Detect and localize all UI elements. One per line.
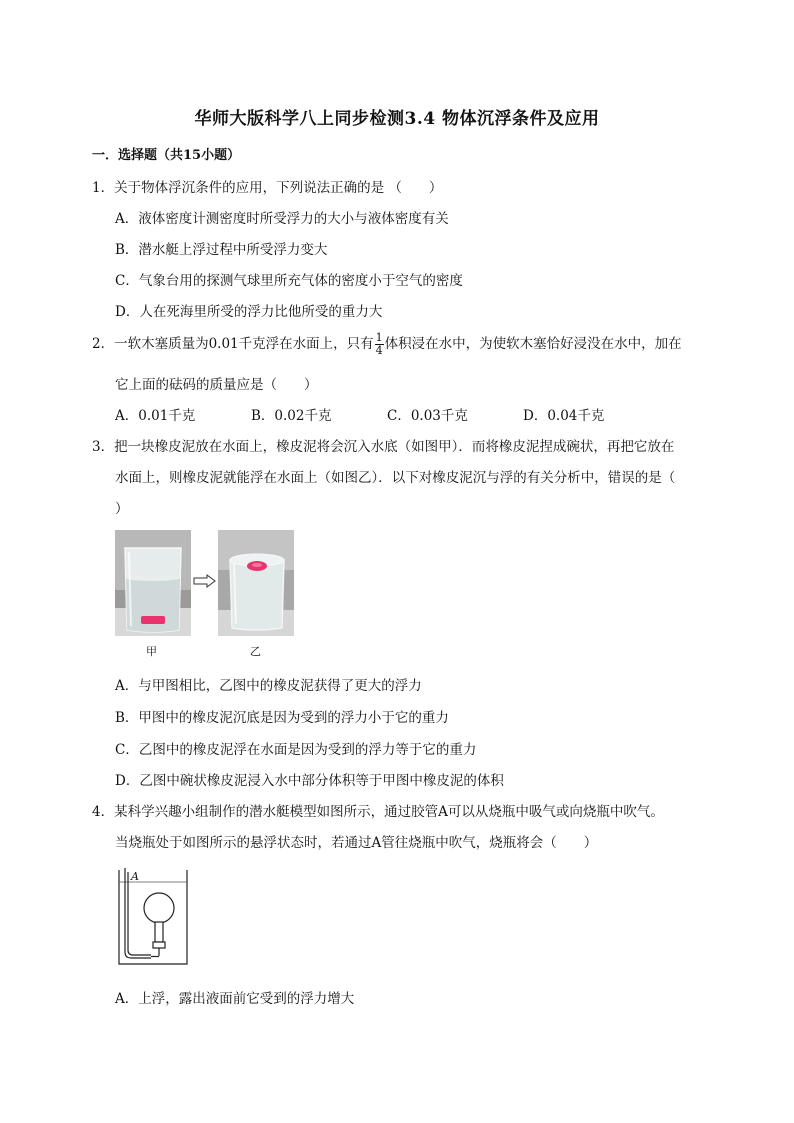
- q2-stem-part-b: 体积浸在水中，为使软木塞恰好浸没在水中，加在: [384, 336, 682, 352]
- q3-stem-1: 3．把一块橡皮泥放在水面上，橡皮泥将会沉入水底（如图甲）．而将橡皮泥捏成碗状，再把它放在: [92, 439, 675, 455]
- q4-option-a: A．上浮，露出液面前它受到的浮力增大: [115, 991, 355, 1007]
- q2-option-a: A．0.01千克: [115, 408, 196, 424]
- q1-option-c: C．气象台用的探测气球里所充气体的密度小于空气的密度: [115, 273, 463, 289]
- q2-stem-part-a: 2．一软木塞质量为0.01千克浮在水面上，只有: [92, 336, 374, 352]
- q3-stem-3: ）: [115, 501, 129, 517]
- q3-option-c: C．乙图中的橡皮泥浮在水面是因为受到的浮力等于它的重力: [115, 742, 477, 758]
- q1-stem: 1．关于物体浮沉条件的应用，下列说法正确的是 （ ）: [92, 180, 443, 196]
- q3-option-a: A．与甲图相比，乙图中的橡皮泥获得了更大的浮力: [115, 678, 422, 694]
- q3-stem-2: 水面上，则橡皮泥就能浮在水面上（如图乙）．以下对橡皮泥沉与浮的有关分析中，错误的是（: [115, 470, 676, 486]
- arrow-right-icon: [193, 574, 217, 588]
- q2-stem-cont: 它上面的砝码的质量应是（ ）: [115, 377, 318, 393]
- q4-stem-1: 4．某科学兴趣小组制作的潜水艇模型如图所示，通过胶管A可以从烧瓶中吸气或向烧瓶中吹气。: [92, 804, 664, 820]
- q3-option-b: B．甲图中的橡皮泥沉底是因为受到的浮力小于它的重力: [115, 710, 449, 726]
- section-heading: 一．选择题（共15小题）: [92, 148, 241, 163]
- photo-label-jia: 甲: [146, 645, 157, 658]
- q2-option-d: D．0.04千克: [523, 408, 605, 424]
- photo-label-yi: 乙: [250, 645, 261, 658]
- fraction: [375, 332, 384, 357]
- q2-option-b: B．0.02千克: [251, 408, 332, 424]
- q2-option-c: C．0.03千克: [387, 408, 468, 424]
- q2-stem: [92, 332, 682, 357]
- beaker-photo-jia: [115, 530, 191, 636]
- q1-option-d: D．人在死海里所受的浮力比他所受的重力大: [115, 304, 383, 320]
- q3-option-d: D．乙图中碗状橡皮泥浸入水中部分体积等于甲图中橡皮泥的体积: [115, 773, 504, 789]
- q2-options: [115, 404, 659, 424]
- q1-option-a: A．液体密度计测密度时所受浮力的大小与液体密度有关: [115, 211, 449, 227]
- fraction-denominator: 4: [375, 344, 383, 357]
- tube-label-a: A: [131, 870, 139, 883]
- fraction-numerator: 1: [375, 331, 383, 344]
- beaker-photo-yi: [218, 530, 294, 636]
- q1-option-b: B．潜水艇上浮过程中所受浮力变大: [115, 242, 328, 258]
- q4-stem-2: 当烧瓶处于如图所示的悬浮状态时，若通过A管往烧瓶中吹气，烧瓶将会（ ）: [115, 835, 598, 851]
- page-title: 华师大版科学八上同步检测3.4 物体沉浮条件及应用: [194, 109, 600, 129]
- submarine-model-diagram: [113, 866, 193, 968]
